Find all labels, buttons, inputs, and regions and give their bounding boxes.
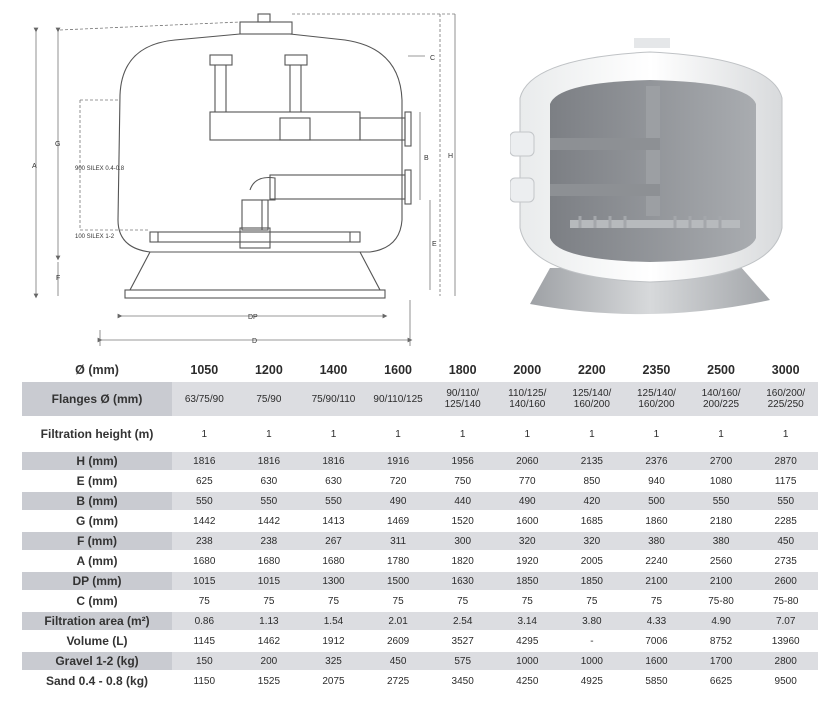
table-cell: 2609 <box>366 631 431 651</box>
table-cell: 2600 <box>753 571 818 591</box>
row-label: G (mm) <box>22 511 172 531</box>
table-cell: 75/90/110 <box>301 381 366 417</box>
row-label: H (mm) <box>22 451 172 471</box>
table-cell: 940 <box>624 471 689 491</box>
header-diameter: 2350 <box>624 359 689 381</box>
table-cell: 1462 <box>237 631 302 651</box>
table-cell: 75 <box>301 591 366 611</box>
table-cell: 1860 <box>624 511 689 531</box>
table-cell: 311 <box>366 531 431 551</box>
table-cell: 1000 <box>495 651 560 671</box>
table-cell: 550 <box>301 491 366 511</box>
table-cell: 1145 <box>172 631 237 651</box>
table-cell: 380 <box>689 531 754 551</box>
table-cell: 1912 <box>301 631 366 651</box>
table-cell: 4250 <box>495 671 560 691</box>
table-cell: 1700 <box>689 651 754 671</box>
header-diameter: 2200 <box>560 359 625 381</box>
table-cell: 4.90 <box>689 611 754 631</box>
table-cell: 1816 <box>301 451 366 471</box>
table-cell: 1 <box>753 417 818 451</box>
table-cell: 160/200/ 225/250 <box>753 381 818 417</box>
table-cell: 850 <box>560 471 625 491</box>
table-cell: 75 <box>237 591 302 611</box>
table-cell: 320 <box>560 531 625 551</box>
table-cell: 550 <box>172 491 237 511</box>
table-cell: 1 <box>366 417 431 451</box>
table-cell: 575 <box>430 651 495 671</box>
label-g: G <box>55 141 61 148</box>
table-cell: 2100 <box>624 571 689 591</box>
label-c: C <box>430 55 436 62</box>
table-row <box>22 551 818 571</box>
table-cell: 13960 <box>753 631 818 651</box>
table-cell: 1 <box>172 417 237 451</box>
table-cell: 2060 <box>495 451 560 471</box>
row-label: A (mm) <box>22 551 172 571</box>
table-cell: 1956 <box>430 451 495 471</box>
table-cell: 1630 <box>430 571 495 591</box>
row-label: E (mm) <box>22 471 172 491</box>
table-cell: 3450 <box>430 671 495 691</box>
table-cell: 200 <box>237 651 302 671</box>
table-cell: 550 <box>753 491 818 511</box>
label-d: D <box>252 338 258 345</box>
table-cell: 1442 <box>237 511 302 531</box>
table-cell: 3.80 <box>560 611 625 631</box>
spec-table <box>22 358 818 691</box>
row-label: Gravel 1-2 (kg) <box>22 651 172 671</box>
table-cell: 75 <box>495 591 560 611</box>
table-cell: 7.07 <box>753 611 818 631</box>
table-row <box>22 591 818 611</box>
label-silex-lower: 100 SILEX 1-2 <box>75 234 115 240</box>
table-cell: 8752 <box>689 631 754 651</box>
table-cell: 1469 <box>366 511 431 531</box>
table-cell: 2240 <box>624 551 689 571</box>
table-cell: 3.14 <box>495 611 560 631</box>
table-row <box>22 531 818 551</box>
table-cell: 1916 <box>366 451 431 471</box>
table-cell: 500 <box>624 491 689 511</box>
table-cell: 720 <box>366 471 431 491</box>
table-header-row <box>22 359 818 381</box>
table-cell: 5850 <box>624 671 689 691</box>
table-row <box>22 381 818 417</box>
header-label: Ø (mm) <box>22 359 172 381</box>
table-cell: 1080 <box>689 471 754 491</box>
table-cell: - <box>560 631 625 651</box>
table-cell: 1 <box>301 417 366 451</box>
header-diameter: 2000 <box>495 359 560 381</box>
label-dp: DP <box>248 314 258 321</box>
row-label: DP (mm) <box>22 571 172 591</box>
table-cell: 630 <box>237 471 302 491</box>
table-cell: 2870 <box>753 451 818 471</box>
header-diameter: 1400 <box>301 359 366 381</box>
table-cell: 1680 <box>301 551 366 571</box>
table-cell: 625 <box>172 471 237 491</box>
table-cell: 1 <box>495 417 560 451</box>
table-row <box>22 671 818 691</box>
row-label: Filtration height (m) <box>22 417 172 451</box>
label-f: F <box>56 275 61 282</box>
table-cell: 6625 <box>689 671 754 691</box>
table-row <box>22 611 818 631</box>
row-label: Filtration area (m²) <box>22 611 172 631</box>
row-label: B (mm) <box>22 491 172 511</box>
table-cell: 238 <box>172 531 237 551</box>
table-cell: 75 <box>624 591 689 611</box>
label-b: B <box>424 155 429 162</box>
table-cell: 1685 <box>560 511 625 531</box>
table-cell: 1150 <box>172 671 237 691</box>
table-cell: 2285 <box>753 511 818 531</box>
table-cell: 2075 <box>301 671 366 691</box>
table-cell: 2800 <box>753 651 818 671</box>
table-cell: 4925 <box>560 671 625 691</box>
table-cell: 380 <box>624 531 689 551</box>
table-cell: 75-80 <box>753 591 818 611</box>
table-cell: 1850 <box>495 571 560 591</box>
table-cell: 630 <box>301 471 366 491</box>
table-row <box>22 571 818 591</box>
table-row <box>22 631 818 651</box>
table-cell: 1816 <box>237 451 302 471</box>
table-cell: 2376 <box>624 451 689 471</box>
table-cell: 1442 <box>172 511 237 531</box>
table-cell: 490 <box>495 491 560 511</box>
table-cell: 1680 <box>237 551 302 571</box>
table-cell: 1300 <box>301 571 366 591</box>
table-cell: 4.33 <box>624 611 689 631</box>
table-cell: 2100 <box>689 571 754 591</box>
table-cell: 125/140/ 160/200 <box>560 381 625 417</box>
table-cell: 1680 <box>172 551 237 571</box>
table-cell: 75 <box>560 591 625 611</box>
table-row <box>22 471 818 491</box>
table-cell: 450 <box>753 531 818 551</box>
table-cell: 750 <box>430 471 495 491</box>
table-cell: 1850 <box>560 571 625 591</box>
table-cell: 1 <box>237 417 302 451</box>
table-cell: 1820 <box>430 551 495 571</box>
table-cell: 1500 <box>366 571 431 591</box>
table-cell: 4295 <box>495 631 560 651</box>
table-row <box>22 417 818 451</box>
label-silex-upper: 900 SILEX 0.4-0.8 <box>75 166 125 172</box>
table-cell: 75/90 <box>237 381 302 417</box>
table-cell: 2.54 <box>430 611 495 631</box>
tank-base <box>130 252 380 290</box>
table-cell: 1.13 <box>237 611 302 631</box>
table-cell: 1413 <box>301 511 366 531</box>
table-cell: 1 <box>689 417 754 451</box>
table-cell: 3527 <box>430 631 495 651</box>
table-cell: 1015 <box>172 571 237 591</box>
table-cell: 2735 <box>753 551 818 571</box>
header-diameter: 2500 <box>689 359 754 381</box>
table-row <box>22 651 818 671</box>
table-cell: 1015 <box>237 571 302 591</box>
table-cell: 1 <box>430 417 495 451</box>
header-diameter: 1800 <box>430 359 495 381</box>
table-cell: 140/160/ 200/225 <box>689 381 754 417</box>
table-cell: 550 <box>689 491 754 511</box>
table-row <box>22 451 818 471</box>
table-cell: 1 <box>624 417 689 451</box>
table-cell: 75 <box>366 591 431 611</box>
table-cell: 1525 <box>237 671 302 691</box>
label-e: E <box>432 241 437 248</box>
row-label: C (mm) <box>22 591 172 611</box>
table-cell: 1000 <box>560 651 625 671</box>
header-diameter: 3000 <box>753 359 818 381</box>
table-cell: 440 <box>430 491 495 511</box>
table-cell: 9500 <box>753 671 818 691</box>
table-cell: 2560 <box>689 551 754 571</box>
table-cell: 325 <box>301 651 366 671</box>
table-cell: 110/125/ 140/160 <box>495 381 560 417</box>
table-row <box>22 511 818 531</box>
header-diameter: 1200 <box>237 359 302 381</box>
table-cell: 770 <box>495 471 560 491</box>
table-cell: 1780 <box>366 551 431 571</box>
label-a: A <box>32 163 37 170</box>
table-cell: 300 <box>430 531 495 551</box>
table-cell: 2700 <box>689 451 754 471</box>
table-cell: 2725 <box>366 671 431 691</box>
table-cell: 1175 <box>753 471 818 491</box>
table-cell: 90/110/ 125/140 <box>430 381 495 417</box>
table-cell: 1520 <box>430 511 495 531</box>
table-row <box>22 491 818 511</box>
table-cell: 2005 <box>560 551 625 571</box>
table-cell: 63/75/90 <box>172 381 237 417</box>
table-cell: 90/110/125 <box>366 381 431 417</box>
table-cell: 75-80 <box>689 591 754 611</box>
table-cell: 2135 <box>560 451 625 471</box>
table-cell: 238 <box>237 531 302 551</box>
row-label: Flanges Ø (mm) <box>22 381 172 417</box>
table-cell: 1600 <box>624 651 689 671</box>
row-label: Volume (L) <box>22 631 172 651</box>
table-cell: 1.54 <box>301 611 366 631</box>
table-cell: 1 <box>560 417 625 451</box>
table-cell: 550 <box>237 491 302 511</box>
table-cell: 1816 <box>172 451 237 471</box>
table-cell: 490 <box>366 491 431 511</box>
table-cell: 75 <box>430 591 495 611</box>
header-diameter: 1600 <box>366 359 431 381</box>
table-cell: 150 <box>172 651 237 671</box>
table-cell: 450 <box>366 651 431 671</box>
filter-technical-drawing <box>0 0 470 356</box>
table-cell: 320 <box>495 531 560 551</box>
label-h: H <box>448 153 454 160</box>
table-cell: 2180 <box>689 511 754 531</box>
header-diameter: 1050 <box>172 359 237 381</box>
table-cell: 1600 <box>495 511 560 531</box>
row-label: Sand 0.4 - 0.8 (kg) <box>22 671 172 691</box>
table-cell: 1920 <box>495 551 560 571</box>
table-cell: 267 <box>301 531 366 551</box>
table-cell: 125/140/ 160/200 <box>624 381 689 417</box>
table-cell: 7006 <box>624 631 689 651</box>
tank-outline <box>118 34 402 252</box>
filter-cutaway-render <box>510 38 800 338</box>
table-cell: 0.86 <box>172 611 237 631</box>
table-cell: 2.01 <box>366 611 431 631</box>
table-cell: 420 <box>560 491 625 511</box>
row-label: F (mm) <box>22 531 172 551</box>
table-cell: 75 <box>172 591 237 611</box>
